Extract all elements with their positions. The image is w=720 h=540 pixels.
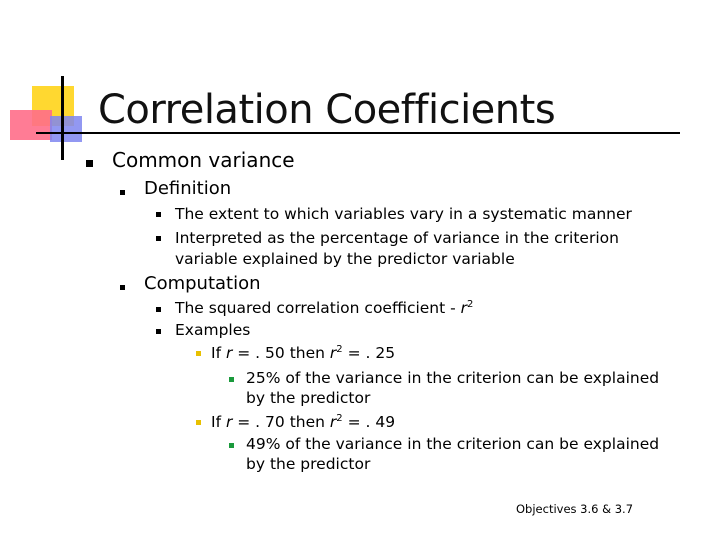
bullet-square-icon — [156, 307, 161, 312]
bullet-square-icon — [229, 443, 234, 448]
decor-square-blue — [50, 116, 82, 142]
bullet-square-icon — [120, 285, 125, 290]
slide-title: Correlation Coefficients — [98, 87, 556, 133]
example-result-cont: by the predictor — [246, 455, 371, 473]
example-item: If r = . 50 then $r^2$ = . 25 — [211, 343, 396, 362]
bullet-common-variance: Common variance — [112, 148, 295, 172]
bullet-square-icon — [196, 351, 201, 356]
example-result: 49% of the variance in the criterion can be explained — [246, 435, 660, 453]
bullet-square-icon — [156, 329, 161, 334]
bullet-square-icon — [120, 190, 125, 195]
example-result-cont: by the predictor — [246, 389, 371, 407]
bullet-square-icon — [229, 377, 234, 382]
bullet-computation-item: Examples — [175, 321, 251, 339]
bullet-definition-item-cont: variable explained by the predictor variable — [175, 250, 515, 268]
example-result: 25% of the variance in the criterion can be explained — [246, 369, 660, 387]
bullet-square-icon — [156, 212, 161, 217]
bullet-computation-item: The squared correlation coefficient - $r^2$ — [175, 298, 474, 317]
bullet-square-icon — [196, 420, 201, 425]
bullet-definition-item: Interpreted as the percentage of variance in the criterion — [175, 229, 619, 247]
bullet-definition-item: The extent to which variables vary in a systematic manner — [175, 205, 632, 223]
footer-objectives: Objectives 3.6 & 3.7 — [516, 502, 634, 516]
bullet-square-icon — [156, 236, 161, 241]
bullet-definition: Definition — [144, 178, 232, 199]
decor-vertical-line — [61, 76, 64, 160]
decor-square-pink — [10, 110, 52, 140]
bullet-computation: Computation — [144, 273, 261, 294]
bullet-square-icon — [86, 160, 93, 167]
example-item: If r = . 70 then $r^2$ = . 49 — [211, 412, 396, 431]
